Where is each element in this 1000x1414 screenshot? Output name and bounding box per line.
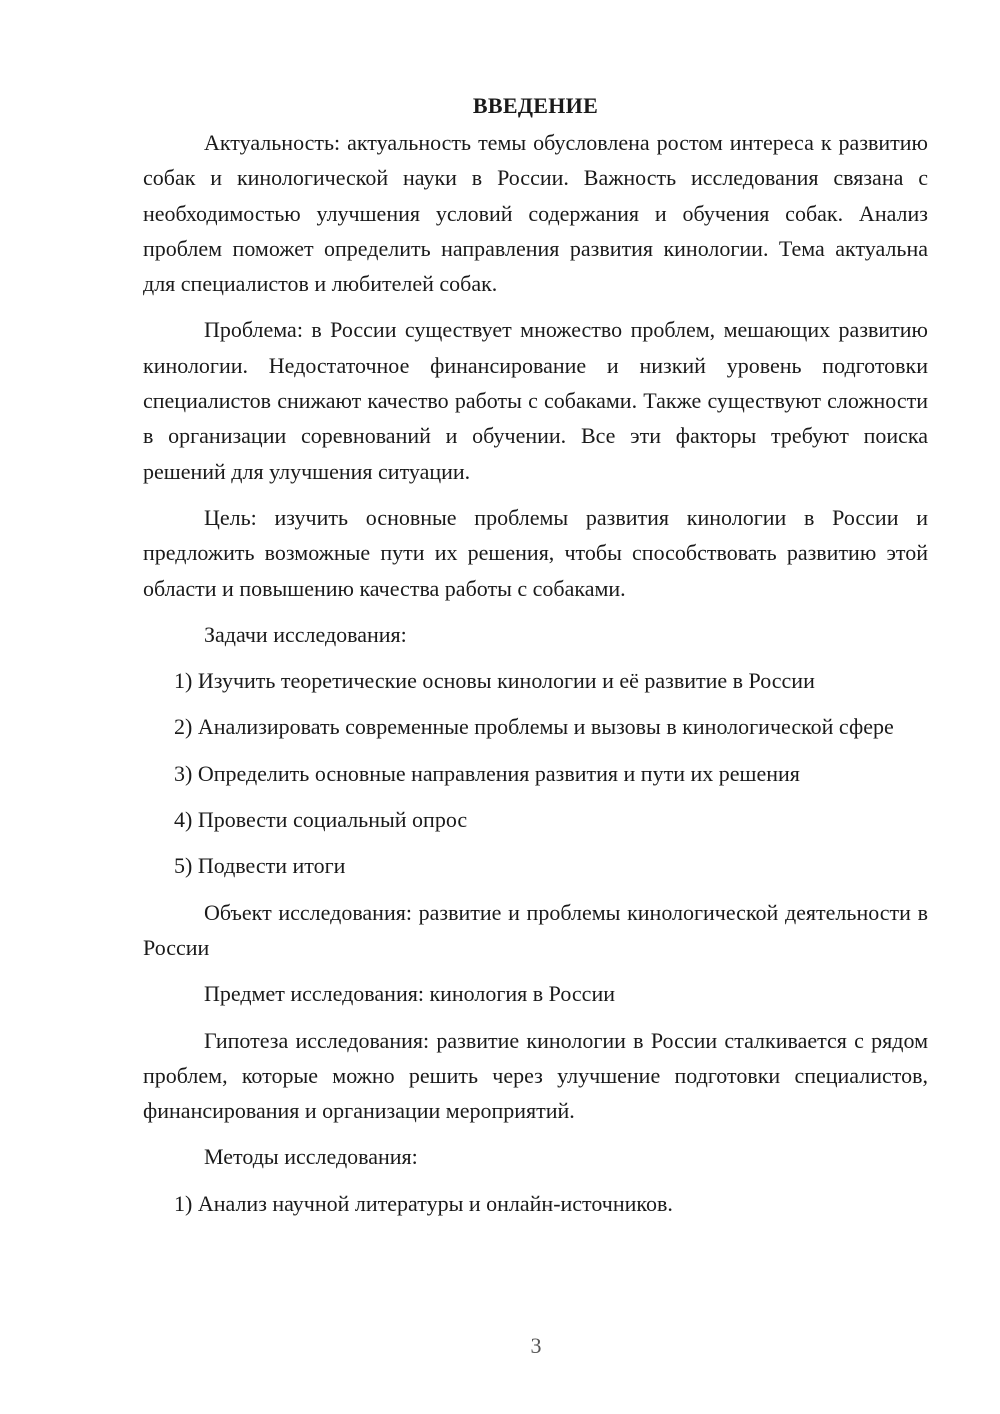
task-item: 2) Анализировать современные проблемы и вызовы в кинологической сфере bbox=[174, 714, 894, 740]
goal-paragraph: Цель: изучить основные проблемы развития кинологии в России и предложить возможные пути их решения, чтобы способствовать развитию этой области и повышению качества работы с собаками. bbox=[143, 504, 928, 601]
task-item: 5) Подвести итоги bbox=[174, 853, 346, 879]
problem-paragraph: Проблема: в России существует множество проблем, мешающих развитию кинологии. Недостаточное финансирование и низкий уровень подготовки специалистов снижают качество работы с собаками. Также существуют сложности в организации соревнований и обучении. Все эти факторы требуют поиска решений для улучшения ситуации. bbox=[143, 317, 928, 484]
relevance-paragraph: Актуальность: актуальность темы обусловлена ростом интереса к развитию собак и кинологической науки в России. Важность исследования связана с необходимостью улучшения условий содержания и обучения собак. Анализ проблем поможет определить направления развития кинологии. Тема актуальна для специалистов и любителей собак. bbox=[143, 130, 928, 297]
page-title: ВВЕДЕНИЕ bbox=[472, 93, 599, 118]
method-item: 1) Анализ научной литературы и онлайн-источников. bbox=[174, 1190, 673, 1216]
task-item: 4) Провести социальный опрос bbox=[174, 807, 468, 833]
hypothesis-paragraph: Гипотеза исследования: развитие кинологии в России сталкивается с рядом проблем, которые можно решить через улучшение подготовки специалистов, финансирования и организации мероприятий. bbox=[143, 1027, 928, 1124]
task-item: 3) Определить основные направления развития и пути их решения bbox=[174, 760, 800, 786]
page-number: 3 bbox=[530, 1333, 542, 1358]
tasks-heading: Задачи исследования: bbox=[204, 621, 407, 647]
object-paragraph: Объект исследования: развитие и проблемы кинологической деятельности в России bbox=[143, 899, 928, 960]
methods-heading: Методы исследования: bbox=[204, 1144, 418, 1170]
task-item: 1) Изучить теоретические основы кинологии и её развитие в России bbox=[174, 668, 815, 694]
document-page bbox=[143, 88, 928, 1232]
subject-paragraph: Предмет исследования: кинология в России bbox=[204, 981, 615, 1007]
